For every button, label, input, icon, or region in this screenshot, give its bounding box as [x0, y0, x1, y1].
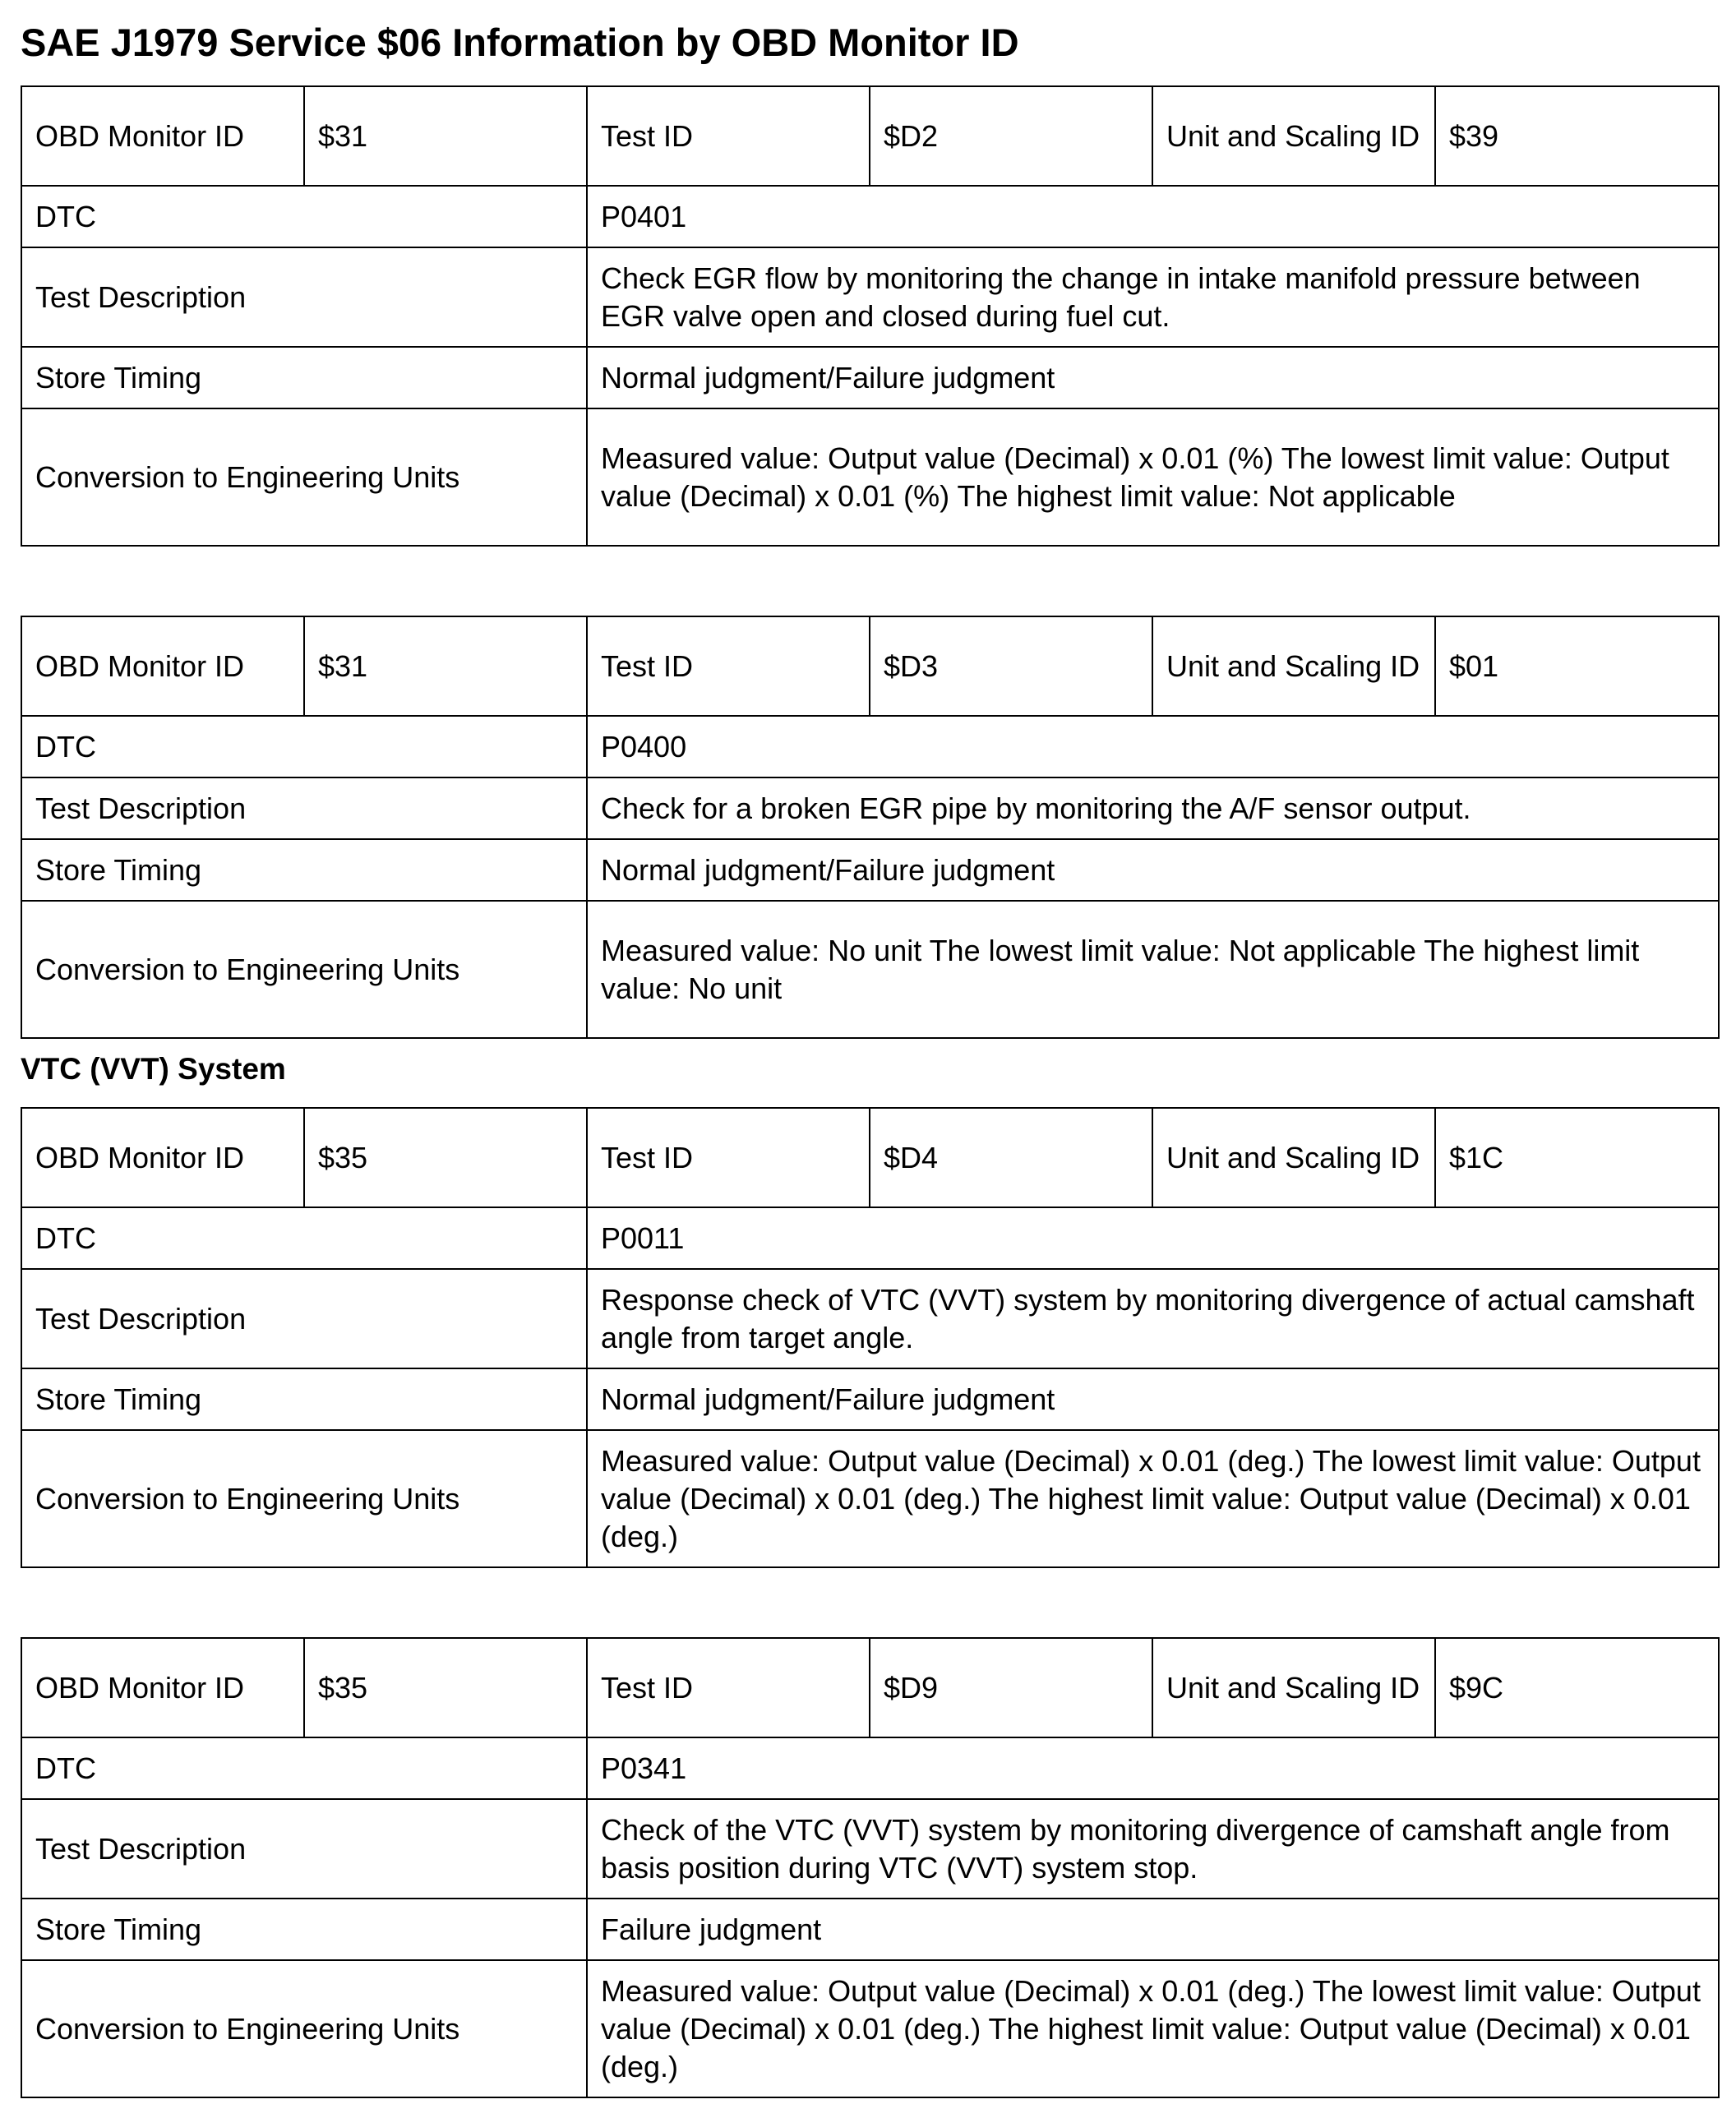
store-timing-value: Normal judgment/Failure judgment — [587, 839, 1719, 901]
dtc-label: DTC — [21, 716, 587, 777]
table-row — [21, 1899, 1719, 1960]
unit-scaling-id-label: Unit and Scaling ID — [1152, 1108, 1435, 1207]
obd-monitor-id-label: OBD Monitor ID — [21, 616, 304, 716]
section-title-vtc: VTC (VVT) System — [21, 1052, 286, 1086]
obd-monitor-id-label: OBD Monitor ID — [21, 1638, 304, 1737]
test-id-label: Test ID — [587, 86, 870, 186]
conversion-value: Measured value: Output value (Decimal) x 0.01 (%) The lowest limit value: Output value (Decimal) x 0.01 (%) The highest limit value: Not applicable — [587, 408, 1719, 546]
unit-scaling-id-label: Unit and Scaling ID — [1152, 1638, 1435, 1737]
unit-scaling-id-value: $39 — [1435, 86, 1719, 186]
test-id-value: $D2 — [870, 86, 1152, 186]
table-row — [21, 1430, 1719, 1567]
table-row — [21, 1108, 1719, 1207]
table-row — [21, 86, 1719, 186]
store-timing-value: Normal judgment/Failure judgment — [587, 347, 1719, 408]
conversion-label: Conversion to Engineering Units — [21, 901, 587, 1038]
unit-scaling-id-value: $01 — [1435, 616, 1719, 716]
test-id-value: $D3 — [870, 616, 1152, 716]
dtc-label: DTC — [21, 1737, 587, 1799]
table-row — [21, 408, 1719, 546]
test-id-label: Test ID — [587, 616, 870, 716]
table-row — [21, 839, 1719, 901]
table-row — [21, 1799, 1719, 1899]
obd-monitor-id-label: OBD Monitor ID — [21, 1108, 304, 1207]
table-row — [21, 247, 1719, 347]
conversion-label: Conversion to Engineering Units — [21, 1960, 587, 2097]
store-timing-label: Store Timing — [21, 1368, 587, 1430]
page-title: SAE J1979 Service $06 Information by OBD Monitor ID — [21, 21, 1019, 64]
dtc-value: P0401 — [587, 186, 1719, 247]
test-description-value: Check of the VTC (VVT) system by monitoring divergence of camshaft angle from basis position during VTC (VVT) system stop. — [587, 1799, 1719, 1899]
table-row — [21, 1368, 1719, 1430]
dtc-label: DTC — [21, 1207, 587, 1269]
store-timing-label: Store Timing — [21, 347, 587, 408]
store-timing-value: Normal judgment/Failure judgment — [587, 1368, 1719, 1430]
conversion-value: Measured value: Output value (Decimal) x 0.01 (deg.) The lowest limit value: Output value (Decimal) x 0.01 (deg.) The highest limit value: Output value (Decimal) x 0.01 (deg.) — [587, 1430, 1719, 1567]
dtc-value: P0341 — [587, 1737, 1719, 1799]
dtc-value: P0400 — [587, 716, 1719, 777]
obd-monitor-id-value: $35 — [304, 1638, 587, 1737]
table-row — [21, 1960, 1719, 2097]
test-id-value: $D4 — [870, 1108, 1152, 1207]
dtc-label: DTC — [21, 186, 587, 247]
conversion-label: Conversion to Engineering Units — [21, 408, 587, 546]
test-description-value: Response check of VTC (VVT) system by monitoring divergence of actual camshaft angle from target angle. — [587, 1269, 1719, 1368]
table-row — [21, 347, 1719, 408]
test-description-value: Check for a broken EGR pipe by monitoring the A/F sensor output. — [587, 777, 1719, 839]
store-timing-label: Store Timing — [21, 1899, 587, 1960]
table-row — [21, 1269, 1719, 1368]
test-description-label: Test Description — [21, 777, 587, 839]
dtc-value: P0011 — [587, 1207, 1719, 1269]
test-description-label: Test Description — [21, 1269, 587, 1368]
test-description-label: Test Description — [21, 1799, 587, 1899]
conversion-value: Measured value: No unit The lowest limit value: Not applicable The highest limit value: No unit — [587, 901, 1719, 1038]
test-description-label: Test Description — [21, 247, 587, 347]
monitor-table-2 — [21, 616, 1720, 1039]
monitor-table-4 — [21, 1637, 1720, 2098]
obd-monitor-id-value: $31 — [304, 616, 587, 716]
table-row — [21, 777, 1719, 839]
table-row — [21, 1638, 1719, 1737]
test-id-label: Test ID — [587, 1638, 870, 1737]
table-row — [21, 616, 1719, 716]
table-row — [21, 716, 1719, 777]
unit-scaling-id-label: Unit and Scaling ID — [1152, 616, 1435, 716]
unit-scaling-id-label: Unit and Scaling ID — [1152, 86, 1435, 186]
conversion-value: Measured value: Output value (Decimal) x 0.01 (deg.) The lowest limit value: Output value (Decimal) x 0.01 (deg.) The highest limit value: Output value (Decimal) x 0.01 (deg.) — [587, 1960, 1719, 2097]
table-row — [21, 1207, 1719, 1269]
monitor-table-3 — [21, 1107, 1720, 1568]
store-timing-value: Failure judgment — [587, 1899, 1719, 1960]
test-description-value: Check EGR flow by monitoring the change in intake manifold pressure between EGR valve open and closed during fuel cut. — [587, 247, 1719, 347]
unit-scaling-id-value: $1C — [1435, 1108, 1719, 1207]
obd-monitor-id-value: $31 — [304, 86, 587, 186]
obd-monitor-id-value: $35 — [304, 1108, 587, 1207]
table-row — [21, 1737, 1719, 1799]
table-row — [21, 186, 1719, 247]
test-id-label: Test ID — [587, 1108, 870, 1207]
table-row — [21, 901, 1719, 1038]
conversion-label: Conversion to Engineering Units — [21, 1430, 587, 1567]
store-timing-label: Store Timing — [21, 839, 587, 901]
obd-monitor-id-label: OBD Monitor ID — [21, 86, 304, 186]
monitor-table-1 — [21, 85, 1720, 547]
unit-scaling-id-value: $9C — [1435, 1638, 1719, 1737]
test-id-value: $D9 — [870, 1638, 1152, 1737]
